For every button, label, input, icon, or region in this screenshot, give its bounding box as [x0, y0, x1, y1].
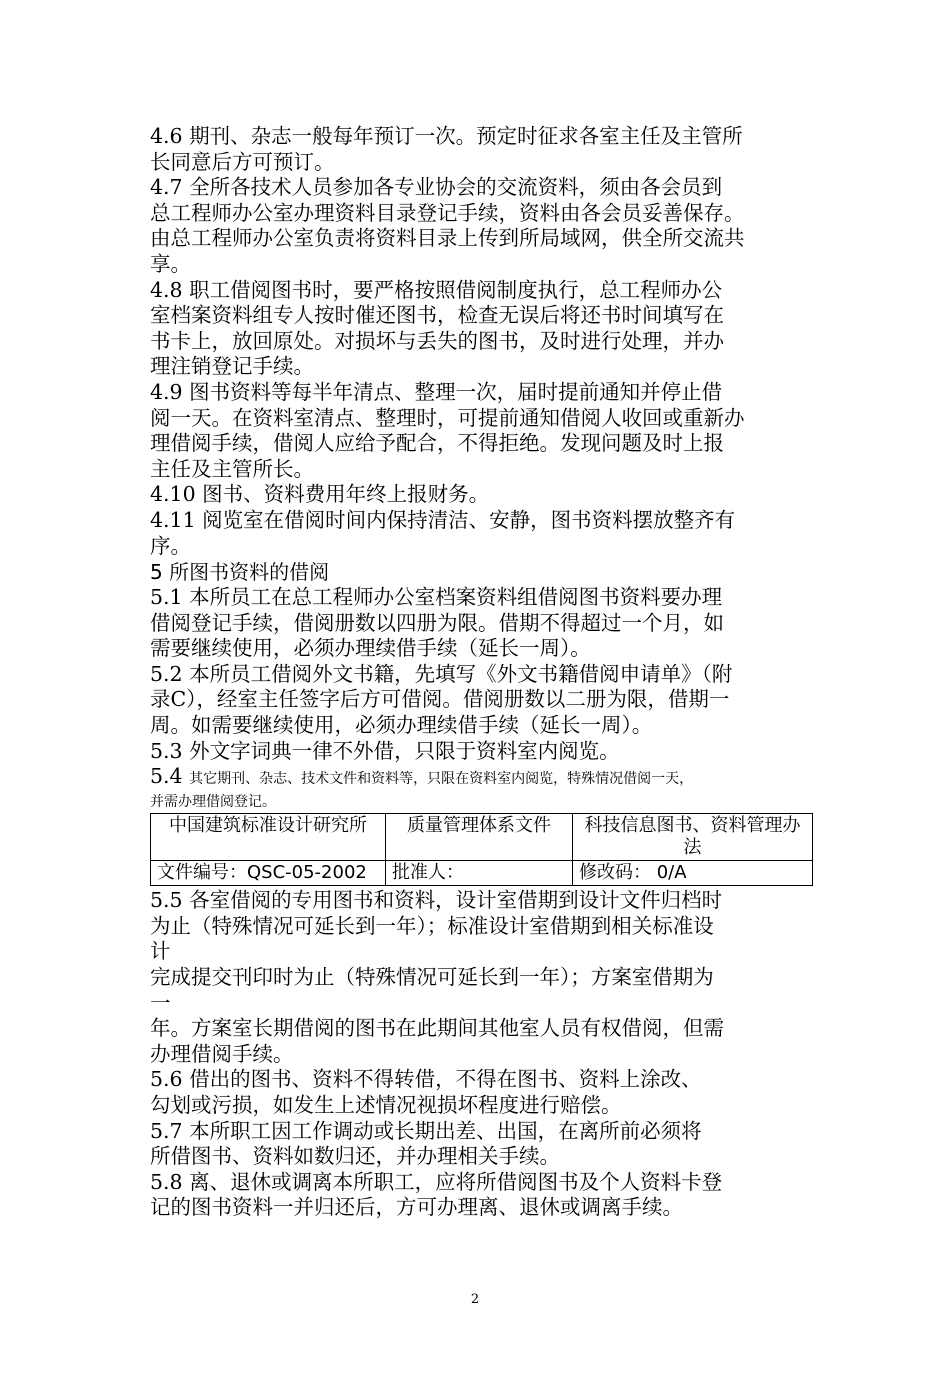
paragraph-4-7: [150, 175, 815, 277]
paragraph-4-11: [150, 508, 815, 559]
paragraph-line: 所借图书、资料如数归还，并办理相关手续。: [150, 1144, 560, 1169]
paragraph-5-4-line2: 并需办理借阅登记。: [150, 794, 276, 811]
paragraph-4-10: [150, 482, 815, 508]
paragraph-5-2: [150, 662, 815, 739]
document-header-table: [150, 813, 813, 886]
paragraph-line: 4.11 阅览室在借阅时间内保持清洁、安静，图书资料摆放整齐有: [150, 507, 736, 532]
paragraph-line: 5.2 本所员工借阅外文书籍，先填写《外文书籍借阅申请单》（附: [150, 661, 733, 686]
section-5-continued-paragraphs: [150, 888, 815, 1221]
document-body: [150, 124, 815, 1221]
paragraph-4-9: [150, 380, 815, 482]
approver-cell: 批准人：: [386, 861, 573, 886]
paragraph-line: 理注销登记手续。: [150, 354, 314, 379]
paragraph-line: 享。: [150, 251, 191, 276]
paragraph-line: 总工程师办公室办理资料目录登记手续，资料由各会员妥善保存。: [150, 200, 745, 225]
doc-number-cell: 文件编号：QSC-05-2002: [151, 861, 386, 886]
paragraph-line: 书卡上，放回原处。对损坏与丢失的图书，及时进行处理，并办: [150, 328, 724, 353]
paragraph-line: 5.5 各室借阅的专用图书和资料，设计室借期到设计文件归档时: [150, 888, 723, 913]
paragraph-line: 阅一天。在资料室清点、整理时，可提前通知借阅人收回或重新办: [150, 405, 745, 430]
paragraph-line: 4.6 期刊、杂志一般每年预订一次。预定时征求各室主任及主管所: [150, 124, 743, 148]
paragraph-line: 5.7 本所职工因工作调动或长期出差、出国，在离所前必须将: [150, 1118, 702, 1143]
page-number: 2: [470, 1292, 480, 1307]
paragraph-5-5: [150, 888, 815, 1067]
paragraph-line: 年。方案室长期借阅的图书在此期间其他室人员有权借阅，但需: [150, 1016, 724, 1041]
paragraph-line: 完成提交刊印时为止（特殊情况可延长到一年）；方案室借期为: [150, 965, 714, 990]
paragraph-line: 5.1 本所员工在总工程师办公室档案资料组借阅图书资料要办理: [150, 585, 723, 610]
revision-cell: 修改码： 0/A: [573, 861, 813, 886]
paragraph-4-6: [150, 124, 815, 175]
doc-type-cell: 质量管理体系文件: [386, 814, 573, 861]
section-5-paragraphs: [150, 585, 815, 764]
paragraph-5-6: [150, 1067, 815, 1118]
paragraph-line: 记的图书资料一并归还后，方可办理离、退休或调离手续。: [150, 1195, 683, 1220]
paragraph-line: 序。: [150, 533, 191, 558]
paragraph-5-1: [150, 585, 815, 662]
paragraph-line: 室档案资料组专人按时催还图书，检查无误后将还书时间填写在: [150, 303, 724, 328]
paragraph-5-3: [150, 739, 815, 765]
section-5-heading: 5 所图书资料的借阅: [150, 560, 330, 585]
paragraph-line: 5.8 离、退休或调离本所职工，应将所借阅图书及个人资料卡登: [150, 1169, 723, 1194]
paragraph-5-7: [150, 1119, 815, 1170]
paragraph-line: 一: [150, 990, 171, 1015]
paragraph-5-4: [150, 764, 815, 813]
section-4-paragraphs: [150, 124, 815, 559]
paragraph-line: 办理借阅手续。: [150, 1041, 294, 1066]
paragraph-line: 4.8 职工借阅图书时，要严格按照借阅制度执行，总工程师办公: [150, 277, 723, 302]
paragraph-line: 理借阅手续，借阅人应给予配合，不得拒绝。发现问题及时上报: [150, 431, 724, 456]
paragraph-line: 4.9 图书资料等每半年清点、整理一次，届时提前通知并停止借: [150, 379, 723, 404]
paragraph-line: 4.7 全所各技术人员参加各专业协会的交流资料，须由各会员到: [150, 175, 723, 200]
org-cell: 中国建筑标准设计研究所: [151, 814, 386, 861]
paragraph-line: 主任及主管所长。: [150, 456, 314, 481]
paragraph-5-4-line1: 其它期刊、杂志、技术文件和资料等，只限在资料室内阅览，特殊情况借阅一天，: [189, 771, 694, 788]
paragraph-line: 借阅登记手续，借阅册数以四册为限。借期不得超过一个月，如: [150, 610, 724, 635]
paragraph-line: 需要继续使用，必须办理续借手续（延长一周）。: [150, 636, 591, 661]
paragraph-line: 周。如需要继续使用，必须办理续借手续（延长一周）。: [150, 713, 653, 738]
doc-title-cell: 科技信息图书、资料管理办法: [573, 814, 813, 861]
paragraph-line: 计: [150, 939, 171, 964]
paragraph-line: 长同意后方可预订。: [150, 149, 335, 174]
paragraph-5-4-number: 5.4: [150, 764, 190, 789]
paragraph-4-8: [150, 278, 815, 380]
paragraph-line: 4.10 图书、资料费用年终上报财务。: [150, 482, 490, 507]
paragraph-line: 5.6 借出的图书、资料不得转借，不得在图书、资料上涂改、: [150, 1067, 702, 1092]
paragraph-line: 勾划或污损，如发生上述情况视损坏程度进行赔偿。: [150, 1093, 622, 1117]
paragraph-line: 由总工程师办公室负责将资料目录上传到所局域网，供全所交流共: [150, 226, 745, 251]
paragraph-line: 录C），经室主任签字后方可借阅。借阅册数以二册为限，借期一: [150, 687, 730, 712]
paragraph-line: 为止（特殊情况可延长到一年）；标准设计室借期到相关标准设: [150, 913, 714, 938]
paragraph-5-8: [150, 1170, 815, 1221]
paragraph-line: 5.3 外文字词典一律不外借，只限于资料室内阅览。: [150, 738, 620, 763]
